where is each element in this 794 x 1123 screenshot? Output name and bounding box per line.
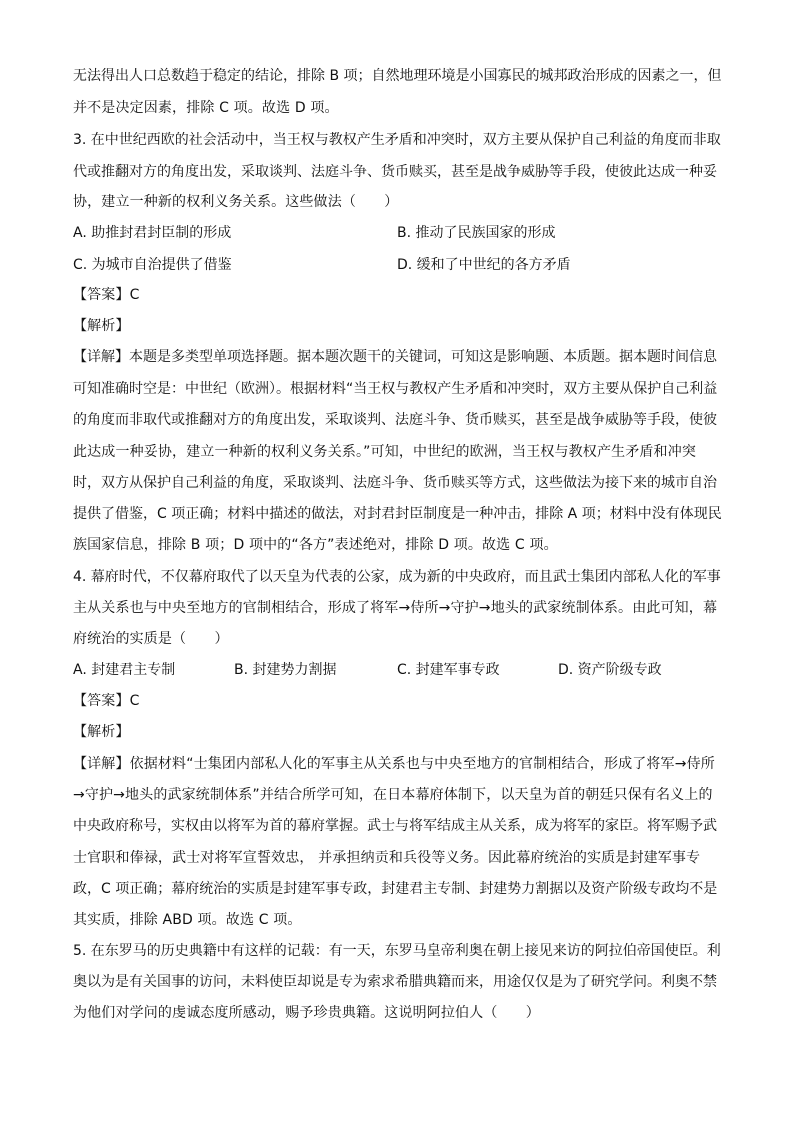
q2-tail-line-1: 无法得出人口总数趋于稳定的结论，排除 B 项；自然地理环境是小国寡民的城邦政治形成的因素之一，但 bbox=[73, 68, 722, 84]
q5-stem-line-3: 为他们对学问的虔诚态度所感动，赐予珍贵典籍。这说明阿拉伯人（ ） bbox=[73, 1005, 540, 1021]
q4-detail-line-1: 【详解】依据材料“士集团内部私人化的军事主从关系也与中央至地方的官制相结合，形成了将军→侍所 bbox=[73, 756, 715, 772]
q4-option-b: B. 封建势力割据 bbox=[234, 662, 337, 678]
q4-detail-line-5: 政，C 项正确；幕府统治的实质是封建军事专政，封建君主专制、封建势力割据以及资产阶级专政均不是 bbox=[73, 881, 718, 897]
q3-detail-line-4: 此达成一种妥协，建立一种新的权利义务关系。”可知，中世纪的欧洲，当王权与教权产生矛盾和冲突 bbox=[73, 444, 696, 460]
q4-stem-line-2: 主从关系也与中央至地方的官制相结合，形成了将军→侍所→守护→地头的武家统制体系。由此可知，幕 bbox=[73, 600, 718, 616]
q5-stem-line-1: 5. 在东罗马的历史典籍中有这样的记载：有一天，东罗马皇帝利奥在朝上接见来访的阿拉伯帝国使臣。利 bbox=[73, 943, 721, 959]
q3-detail-line-6: 提供了借鉴，C 项正确；材料中描述的做法，对封君封臣制度是一种冲击，排除 A 项；材料中没有体现民 bbox=[73, 506, 722, 522]
q3-stem-line-3: 协，建立一种新的权利义务关系。这些做法（ ） bbox=[73, 194, 399, 210]
q4-detail-line-3: 中央政府称号，实权由以将军为首的幕府掌握。武士与将军结成主从关系，成为将军的家臣。将军赐予武 bbox=[73, 818, 717, 834]
q3-answer: 【答案】C bbox=[73, 287, 140, 303]
q3-stem-line-1: 3. 在中世纪西欧的社会活动中，当王权与教权产生矛盾和冲突时，双方主要从保护自己利益的角度而非取 bbox=[73, 132, 721, 148]
q3-detail-line-2: 可知准确时空是：中世纪（欧洲）。根据材料“当王权与教权产生矛盾和冲突时，双方主要从保护自己利益 bbox=[73, 381, 718, 397]
q3-detail-line-7: 族国家信息，排除 B 项；D 项中的“各方”表述绝对，排除 D 项。故选 C 项。 bbox=[73, 537, 558, 553]
q2-tail-line-2: 并不是决定因素，排除 C 项。故选 D 项。 bbox=[73, 100, 339, 116]
q3-option-d: D. 缓和了中世纪的各方矛盾 bbox=[397, 257, 571, 273]
q3-analysis-label: 【解析】 bbox=[73, 318, 130, 334]
q3-detail-line-5: 时，双方从保护自己利益的角度，采取谈判、法庭斗争、货币赎买等方式，这些做法为接下来的城市自治 bbox=[73, 475, 717, 491]
q4-option-a: A. 封建君主专制 bbox=[73, 662, 176, 678]
q3-option-b: B. 推动了民族国家的形成 bbox=[397, 225, 556, 241]
q4-detail-line-2: →守护→地头的武家统制体系”并结合所学可知，在日本幕府体制下，以天皇为首的朝廷只保有名义上的 bbox=[73, 787, 713, 803]
q4-answer: 【答案】C bbox=[73, 693, 140, 709]
q4-detail-line-6: 其实质，排除 ABD 项。故选 C 项。 bbox=[73, 912, 302, 928]
q4-stem-line-3: 府统治的实质是（ ） bbox=[73, 631, 229, 647]
q5-stem-line-2: 奥以为是有关国事的访问，未料使臣却说是专为索求希腊典籍而来，用途仅仅是为了研究学问。利奥不禁 bbox=[73, 974, 717, 990]
q3-detail-line-1: 【详解】本题是多类型单项选择题。据本题次题干的关键词，可知这是影响题、本质题。据本题时间信息 bbox=[73, 349, 717, 365]
q4-detail-line-4: 士官职和俸禄，武士对将军宣誓效忠， 并承担纳贡和兵役等义务。因此幕府统治的实质是封建军事专 bbox=[73, 850, 701, 866]
q3-stem-line-2: 代或推翻对方的角度出发，采取谈判、法庭斗争、货币赎买，甚至是战争威胁等手段，使彼此达成一种妥 bbox=[73, 164, 717, 180]
q3-option-c: C. 为城市自治提供了借鉴 bbox=[73, 257, 232, 273]
q3-option-a: A. 助推封君封臣制的形成 bbox=[73, 225, 232, 241]
q4-analysis-label: 【解析】 bbox=[73, 724, 130, 740]
q3-detail-line-3: 的角度而非取代或推翻对方的角度出发，采取谈判、法庭斗争、货币赎买，甚至是战争威胁等手段，使彼 bbox=[73, 412, 717, 428]
q4-option-c: C. 封建军事专政 bbox=[397, 662, 500, 678]
q4-stem-line-1: 4. 幕府时代，不仅幕府取代了以天皇为代表的公家，成为新的中央政府，而且武士集团内部私人化的军事 bbox=[73, 569, 721, 585]
q4-option-d: D. 资产阶级专政 bbox=[558, 662, 662, 678]
